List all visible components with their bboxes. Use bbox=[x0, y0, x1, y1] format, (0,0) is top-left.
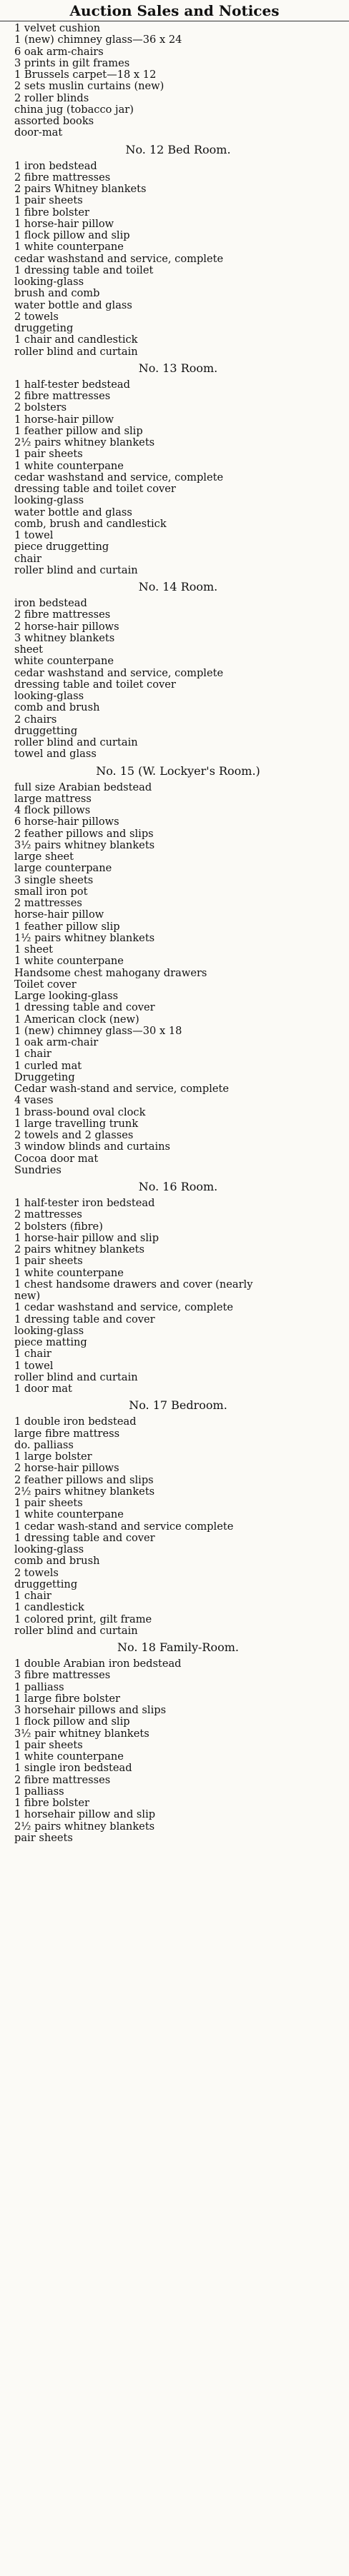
list-item: 1 American clock (new) bbox=[14, 1013, 139, 1026]
list-item: large sheet bbox=[14, 851, 74, 863]
list-item: towel and glass bbox=[14, 748, 97, 761]
list-item: 1 dressing table and cover bbox=[14, 1532, 155, 1544]
list-item: 2 towels and 2 glasses bbox=[14, 1130, 134, 1141]
room-section bbox=[14, 762, 342, 1177]
page-header: Auction Sales and Notices bbox=[0, 1, 349, 21]
list-item: 1 towel bbox=[14, 530, 54, 541]
room-section bbox=[14, 1178, 342, 1395]
list-item: 2½ pairs whitney blankets bbox=[14, 1820, 155, 1833]
list-item: 1 white counterpane bbox=[14, 1509, 124, 1521]
list-item: 3½ pairs whitney blankets bbox=[14, 839, 155, 851]
room-heading: No. 13 Room. bbox=[138, 361, 218, 375]
list-item: 2 sets muslin curtains (new) bbox=[14, 81, 164, 93]
room-heading: No. 17 Bedroom. bbox=[129, 1398, 227, 1413]
list-item: 1 pair sheets bbox=[14, 1256, 83, 1268]
list-item: 1 brass-bound oval clock bbox=[14, 1106, 146, 1118]
room-section bbox=[14, 23, 342, 139]
list-item: 1 palliass bbox=[14, 1785, 64, 1798]
room-section bbox=[14, 359, 342, 576]
list-item: 1 cedar wash-stand and service complete bbox=[14, 1520, 234, 1533]
list-item: iron bedstead bbox=[14, 598, 87, 609]
list-item: 1 chair bbox=[14, 1048, 51, 1061]
list-item: 2 fibre mattresses bbox=[14, 1774, 111, 1786]
list-item: 1 single iron bedstead bbox=[14, 1763, 132, 1775]
list-item: 1 dressing table and cover bbox=[14, 1313, 155, 1325]
list-item: 1 half-tester iron bedstead bbox=[14, 1198, 155, 1209]
list-item: 1 colored print, gilt frame bbox=[14, 1613, 152, 1625]
list-item: 1 iron bedstead bbox=[14, 160, 97, 172]
room-section bbox=[14, 1638, 342, 1844]
list-item: 2 feather pillows and slips bbox=[14, 828, 154, 840]
list-item: cedar washstand and service, complete bbox=[14, 253, 224, 265]
list-item: 2 bolsters bbox=[14, 402, 67, 414]
list-item: cedar washstand and service, complete bbox=[14, 667, 224, 679]
list-item: 3 window blinds and curtains bbox=[14, 1141, 171, 1153]
list-item: 1 double iron bedstead bbox=[14, 1416, 137, 1428]
list-item: roller blind and curtain bbox=[14, 564, 138, 576]
list-item: 1 large fibre bolster bbox=[14, 1693, 120, 1705]
list-item: comb and brush bbox=[14, 1555, 100, 1568]
list-item: full size Arabian bedstead bbox=[14, 781, 152, 793]
list-item: 1 palliass bbox=[14, 1681, 64, 1693]
list-item: druggetting bbox=[14, 725, 78, 737]
list-item: pair sheets bbox=[14, 1832, 73, 1844]
list-item: 2 bolsters (fibre) bbox=[14, 1221, 103, 1233]
list-item: Druggeting bbox=[14, 1071, 75, 1083]
list-item: druggeting bbox=[14, 323, 74, 334]
list-item: 2½ pairs whitney blankets bbox=[14, 1485, 155, 1498]
list-item: looking-glass bbox=[14, 495, 84, 507]
list-item: brush and comb bbox=[14, 288, 100, 300]
room-section bbox=[14, 141, 342, 358]
list-item: 2½ pairs whitney blankets bbox=[14, 437, 155, 448]
list-item: 3 horsehair pillows and slips bbox=[14, 1705, 167, 1716]
list-item: looking-glass bbox=[14, 1544, 84, 1555]
list-item: 1 cedar washstand and service, complete bbox=[14, 1302, 234, 1314]
list-item: 2 fibre mattresses bbox=[14, 171, 111, 184]
list-item: Large looking-glass bbox=[14, 991, 119, 1002]
room-heading: No. 15 (W. Lockyer's Room.) bbox=[96, 763, 260, 778]
list-item: china jug (tobacco jar) bbox=[14, 104, 134, 116]
list-item: 1 oak arm-chair bbox=[14, 1037, 99, 1048]
list-item: 1 horse-hair pillow bbox=[14, 218, 114, 230]
list-item: sheet bbox=[14, 644, 44, 656]
list-item: Toilet cover bbox=[14, 978, 77, 991]
list-item: 1 fibre bolster bbox=[14, 1798, 90, 1809]
list-item: 1 dressing table and cover bbox=[14, 1002, 155, 1014]
list-item: roller blind and curtain bbox=[14, 346, 138, 358]
list-item: 3 single sheets bbox=[14, 874, 94, 886]
list-item: looking-glass bbox=[14, 691, 84, 702]
list-item: Sundries bbox=[14, 1164, 62, 1176]
list-item: piece druggetting bbox=[14, 541, 109, 553]
list-item: 1 feather pillow slip bbox=[14, 921, 120, 933]
list-item: large fibre mattress bbox=[14, 1428, 120, 1440]
list-item: 1 door mat bbox=[14, 1383, 72, 1395]
list-item: 1 chair bbox=[14, 1348, 51, 1360]
list-item: 1 candlestick bbox=[14, 1602, 84, 1614]
list-item: 2 feather pillows and slips bbox=[14, 1474, 154, 1486]
list-item: roller blind and curtain bbox=[14, 1625, 138, 1637]
list-item: 2 pairs whitney blankets bbox=[14, 1244, 145, 1256]
list-item: 3 whitney blankets bbox=[14, 632, 115, 644]
list-item: 1 flock pillow and slip bbox=[14, 1716, 130, 1728]
list-item: 1 large bolster bbox=[14, 1451, 92, 1463]
list-item: Cedar wash-stand and service, complete bbox=[14, 1083, 230, 1095]
list-item: 1½ pairs whitney blankets bbox=[14, 932, 155, 944]
list-item: white counterpane bbox=[14, 656, 114, 668]
list-item: 3 fibre mattresses bbox=[14, 1670, 111, 1682]
list-item: 1 half-tester bedstead bbox=[14, 379, 130, 391]
list-item: Handsome chest mahogany drawers bbox=[14, 967, 207, 979]
room-section bbox=[14, 578, 342, 761]
list-item: 1 chest handsome drawers and cover (nearly bbox=[14, 1278, 253, 1290]
list-item: looking-glass bbox=[14, 1325, 84, 1337]
list-item: Cocoa door mat bbox=[14, 1153, 99, 1165]
list-item: 2 towels bbox=[14, 311, 59, 323]
room-heading: No. 18 Family-Room. bbox=[117, 1640, 239, 1654]
list-item: 1 pair sheets bbox=[14, 1498, 83, 1509]
list-item: water bottle and glass bbox=[14, 506, 132, 518]
list-item: door-mat bbox=[14, 127, 63, 139]
room-heading: No. 16 Room. bbox=[138, 1180, 218, 1193]
list-item: dressing table and toilet cover bbox=[14, 678, 176, 691]
list-item: comb and brush bbox=[14, 702, 100, 714]
list-item: 2 fibre mattresses bbox=[14, 391, 111, 402]
list-item: comb, brush and candlestick bbox=[14, 518, 167, 530]
list-item: 1 towel bbox=[14, 1360, 54, 1372]
list-item: roller blind and curtain bbox=[14, 1371, 138, 1383]
list-item: 1 flock pillow and slip bbox=[14, 230, 130, 241]
list-item: assorted books bbox=[14, 116, 94, 127]
list-item: 6 horse-hair pillows bbox=[14, 816, 119, 828]
list-item: 2 chairs bbox=[14, 713, 57, 726]
list-item: 1 (new) chimney glass—36 x 24 bbox=[14, 34, 182, 46]
room-heading: No. 12 Bed Room. bbox=[125, 142, 231, 156]
list-item: piece matting bbox=[14, 1337, 87, 1348]
list-item: 1 pair sheets bbox=[14, 448, 83, 461]
list-item: druggetting bbox=[14, 1578, 78, 1590]
list-item: dressing table and toilet cover bbox=[14, 483, 176, 495]
list-item: 6 oak arm-chairs bbox=[14, 46, 104, 58]
list-item: small iron pot bbox=[14, 886, 88, 898]
room-section bbox=[14, 1396, 342, 1637]
list-item: 1 horse-hair pillow bbox=[14, 414, 114, 426]
list-item: 1 white counterpane bbox=[14, 1267, 124, 1279]
list-item: 3 prints in gilt frames bbox=[14, 57, 130, 69]
list-item: 4 flock pillows bbox=[14, 805, 91, 816]
list-item: 1 Brussels carpet—18 x 12 bbox=[14, 69, 157, 81]
list-item: 2 roller blinds bbox=[14, 92, 89, 104]
list-item: 1 velvet cushion bbox=[14, 23, 101, 34]
inventory-list bbox=[14, 23, 342, 1844]
list-item: 2 pairs Whitney blankets bbox=[14, 184, 147, 195]
list-item: 1 horse-hair pillow and slip bbox=[14, 1232, 159, 1244]
list-item: 1 double Arabian iron bedstead bbox=[14, 1658, 182, 1670]
list-item: 1 pair sheets bbox=[14, 1739, 83, 1751]
list-item: 2 horse-hair pillows bbox=[14, 1463, 119, 1475]
list-item: 1 white counterpane bbox=[14, 956, 124, 968]
list-item: 1 curled mat bbox=[14, 1060, 82, 1072]
list-item: 1 chair and candlestick bbox=[14, 334, 138, 346]
list-item: 1 white counterpane bbox=[14, 1751, 124, 1763]
list-item: 1 white counterpane bbox=[14, 241, 124, 254]
list-item: 1 white counterpane bbox=[14, 460, 124, 472]
list-item: 4 vases bbox=[14, 1095, 54, 1107]
list-item: large mattress bbox=[14, 793, 92, 805]
list-item: 2 towels bbox=[14, 1567, 59, 1579]
list-item: 1 sheet bbox=[14, 944, 53, 956]
list-item: roller blind and curtain bbox=[14, 737, 138, 748]
list-item: 1 dressing table and toilet bbox=[14, 264, 154, 276]
list-item: 3½ pair whitney blankets bbox=[14, 1728, 149, 1740]
list-item: large counterpane bbox=[14, 863, 112, 875]
room-heading: No. 14 Room. bbox=[138, 580, 218, 593]
list-item: 2 mattresses bbox=[14, 898, 82, 909]
list-item: 1 (new) chimney glass—30 x 18 bbox=[14, 1025, 182, 1037]
list-item: 1 horsehair pillow and slip bbox=[14, 1809, 156, 1821]
list-item: horse-hair pillow bbox=[14, 909, 104, 921]
list-item: chair bbox=[14, 553, 41, 565]
list-item: cedar washstand and service, complete bbox=[14, 471, 224, 483]
list-item: 1 pair sheets bbox=[14, 195, 83, 207]
list-item: 1 chair bbox=[14, 1590, 51, 1602]
list-item: new) bbox=[14, 1290, 41, 1302]
list-item: 2 horse-hair pillows bbox=[14, 621, 119, 633]
list-item: 2 fibre mattresses bbox=[14, 609, 111, 621]
list-item: water bottle and glass bbox=[14, 299, 132, 311]
list-item: do. palliass bbox=[14, 1439, 74, 1451]
list-item: 1 large travelling trunk bbox=[14, 1118, 139, 1130]
list-item: 2 mattresses bbox=[14, 1209, 82, 1221]
list-item: 1 fibre bolster bbox=[14, 206, 90, 219]
list-item: looking-glass bbox=[14, 276, 84, 288]
list-item: 1 feather pillow and slip bbox=[14, 425, 143, 437]
